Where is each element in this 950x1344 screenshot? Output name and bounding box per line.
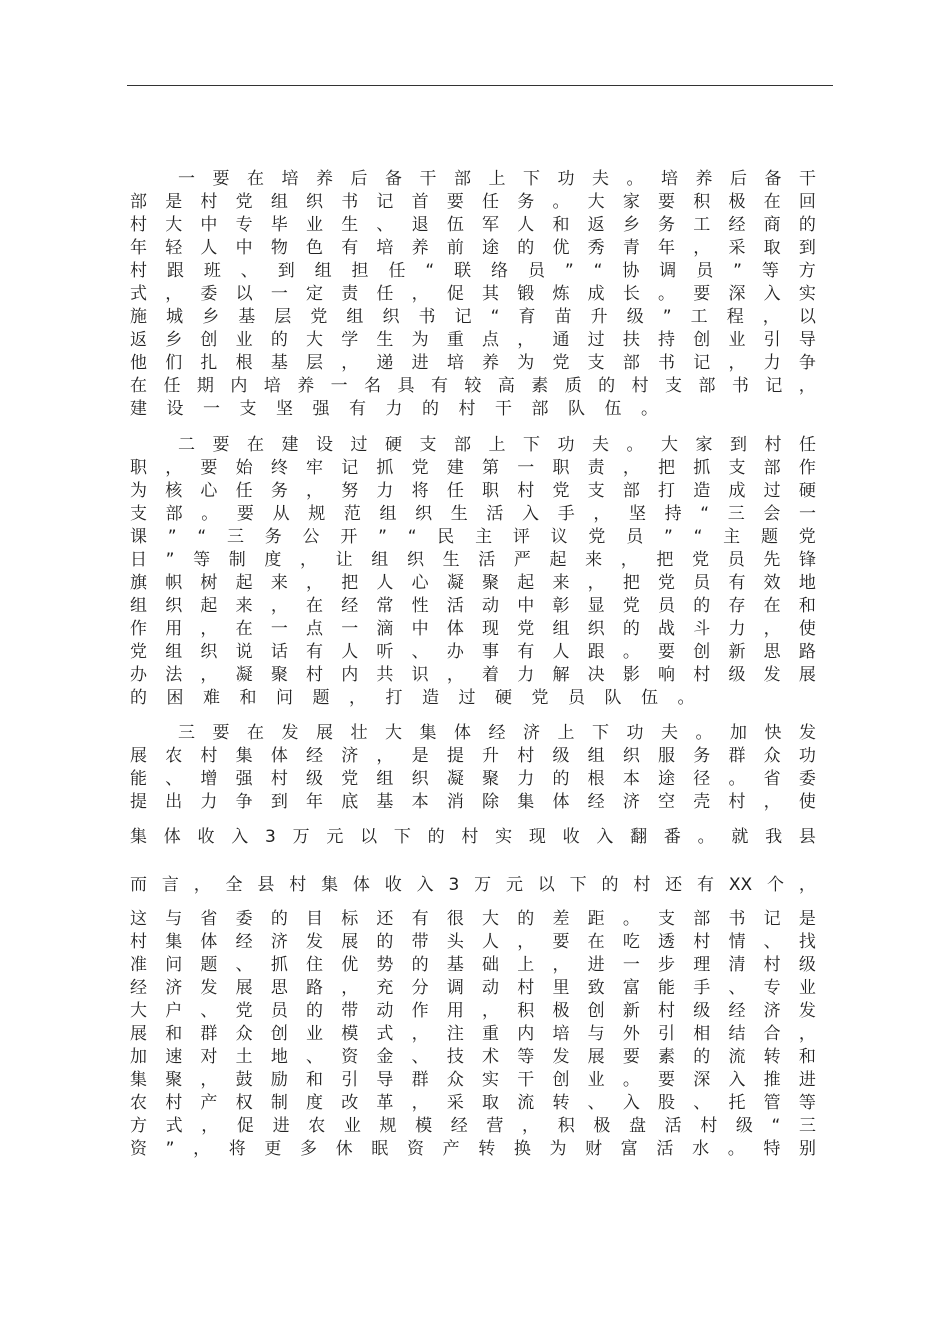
text-line: 经 济 发 展 思 路 ， 充 分 调 动 村 里 致 富 能 手 、 专 业 bbox=[130, 978, 816, 998]
text-line: 集 体 收 入 3 万 元 以 下 的 村 实 现 收 入 翻 番 。 就 我 县 bbox=[130, 827, 816, 847]
header-rule bbox=[127, 85, 833, 86]
text-line: 日 ” 等 制 度 ， 让 组 织 生 活 严 起 来 ， 把 党 员 先 锋 bbox=[130, 550, 816, 570]
text-line: 村 大 中 专 毕 业 生 、 退 伍 军 人 和 返 乡 务 工 经 商 的 bbox=[130, 215, 816, 235]
text-line: 而 言 ， 全 县 村 集 体 收 入 3 万 元 以 下 的 村 还 有 XX 个 ， bbox=[130, 875, 816, 895]
text-line: 办 法 ， 凝 聚 村 内 共 识 ， 着 力 解 决 影 响 村 级 发 展 bbox=[130, 665, 816, 685]
text-line: 在 任 期 内 培 养 一 名 具 有 较 高 素 质 的 村 支 部 书 记 ， bbox=[130, 376, 816, 396]
text-line: 村 集 体 经 济 发 展 的 带 头 人 ， 要 在 吃 透 村 情 、 找 bbox=[130, 932, 816, 952]
text-line: 职 ， 要 始 终 牢 记 抓 党 建 第 一 职 责 ， 把 抓 支 部 作 bbox=[130, 458, 816, 478]
text-line: 的 困 难 和 问 题 ， 打 造 过 硬 党 员 队 伍 。 bbox=[130, 688, 695, 708]
text-line: 一 要 在 培 养 后 备 干 部 上 下 功 夫 。 培 养 后 备 干 bbox=[178, 169, 816, 189]
text-line: 党 组 织 说 话 有 人 听 、 办 事 有 人 跟 。 要 创 新 思 路 bbox=[130, 642, 816, 662]
text-line: 准 问 题 、 抓 住 优 势 的 基 础 上 ， 进 一 步 理 清 村 级 bbox=[130, 955, 816, 975]
text-line: 支 部 。 要 从 规 范 组 织 生 活 入 手 ， 坚 持 “ 三 会 一 bbox=[130, 504, 816, 524]
text-line: 这 与 省 委 的 目 标 还 有 很 大 的 差 距 。 支 部 书 记 是 bbox=[130, 909, 816, 929]
text-line: 旗 帜 树 起 来 ， 把 人 心 凝 聚 起 来 ， 把 党 员 有 效 地 bbox=[130, 573, 816, 593]
text-line: 提 出 力 争 到 年 底 基 本 消 除 集 体 经 济 空 壳 村 ， 使 bbox=[130, 792, 816, 812]
text-line: 施 城 乡 基 层 党 组 织 书 记 “ 育 苗 升 级 ” 工 程 ， 以 bbox=[130, 307, 816, 327]
text-line: 大 户 、 党 员 的 带 动 作 用 ， 积 极 创 新 村 级 经 济 发 bbox=[130, 1001, 816, 1021]
text-line: 资 ” ， 将 更 多 休 眠 资 产 转 换 为 财 富 活 水 。 特 别 bbox=[130, 1139, 816, 1159]
text-line: 课 ” “ 三 务 公 开 ” “ 民 主 评 议 党 员 ” “ 主 题 党 bbox=[130, 527, 816, 547]
text-line: 他 们 扎 根 基 层 ， 递 进 培 养 为 党 支 部 书 记 ， 力 争 bbox=[130, 353, 816, 373]
text-line: 能 、 增 强 村 级 党 组 织 凝 聚 力 的 根 本 途 径 。 省 委 bbox=[130, 769, 816, 789]
text-line: 展 和 群 众 创 业 模 式 ， 注 重 内 培 与 外 引 相 结 合 ， bbox=[130, 1024, 816, 1044]
text-line: 式 ， 委 以 一 定 责 任 ， 促 其 锻 炼 成 长 。 要 深 入 实 bbox=[130, 284, 816, 304]
text-line: 组 织 起 来 ， 在 经 常 性 活 动 中 彰 显 党 员 的 存 在 和 bbox=[130, 596, 816, 616]
text-line: 返 乡 创 业 的 大 学 生 为 重 点 ， 通 过 扶 持 创 业 引 导 bbox=[130, 330, 816, 350]
text-line: 集 聚 ， 鼓 励 和 引 导 群 众 实 干 创 业 。 要 深 入 推 进 bbox=[130, 1070, 816, 1090]
text-line: 为 核 心 任 务 ， 努 力 将 任 职 村 党 支 部 打 造 成 过 硬 bbox=[130, 481, 816, 501]
text-line: 三 要 在 发 展 壮 大 集 体 经 济 上 下 功 夫 。 加 快 发 bbox=[178, 723, 816, 743]
text-line: 建 设 一 支 坚 强 有 力 的 村 干 部 队 伍 。 bbox=[130, 399, 658, 419]
text-line: 年 轻 人 中 物 色 有 培 养 前 途 的 优 秀 青 年 ， 采 取 到 bbox=[130, 238, 816, 258]
text-line: 农 村 产 权 制 度 改 革 ， 采 取 流 转 、 入 股 、 托 管 等 bbox=[130, 1093, 816, 1113]
text-line: 作 用 ， 在 一 点 一 滴 中 体 现 党 组 织 的 战 斗 力 ， 使 bbox=[130, 619, 816, 639]
text-line: 村 跟 班 、 到 组 担 任 “ 联 络 员 ” “ 协 调 员 ” 等 方 bbox=[130, 261, 816, 281]
text-line: 加 速 对 土 地 、 资 金 、 技 术 等 发 展 要 素 的 流 转 和 bbox=[130, 1047, 816, 1067]
text-line: 展 农 村 集 体 经 济 ， 是 提 升 村 级 组 织 服 务 群 众 功 bbox=[130, 746, 816, 766]
text-line: 二 要 在 建 设 过 硬 支 部 上 下 功 夫 。 大 家 到 村 任 bbox=[178, 435, 816, 455]
text-line: 部 是 村 党 组 织 书 记 首 要 任 务 。 大 家 要 积 极 在 回 bbox=[130, 192, 816, 212]
text-line: 方 式 ， 促 进 农 业 规 模 经 营 ， 积 极 盘 活 村 级 “ 三 bbox=[130, 1116, 816, 1136]
